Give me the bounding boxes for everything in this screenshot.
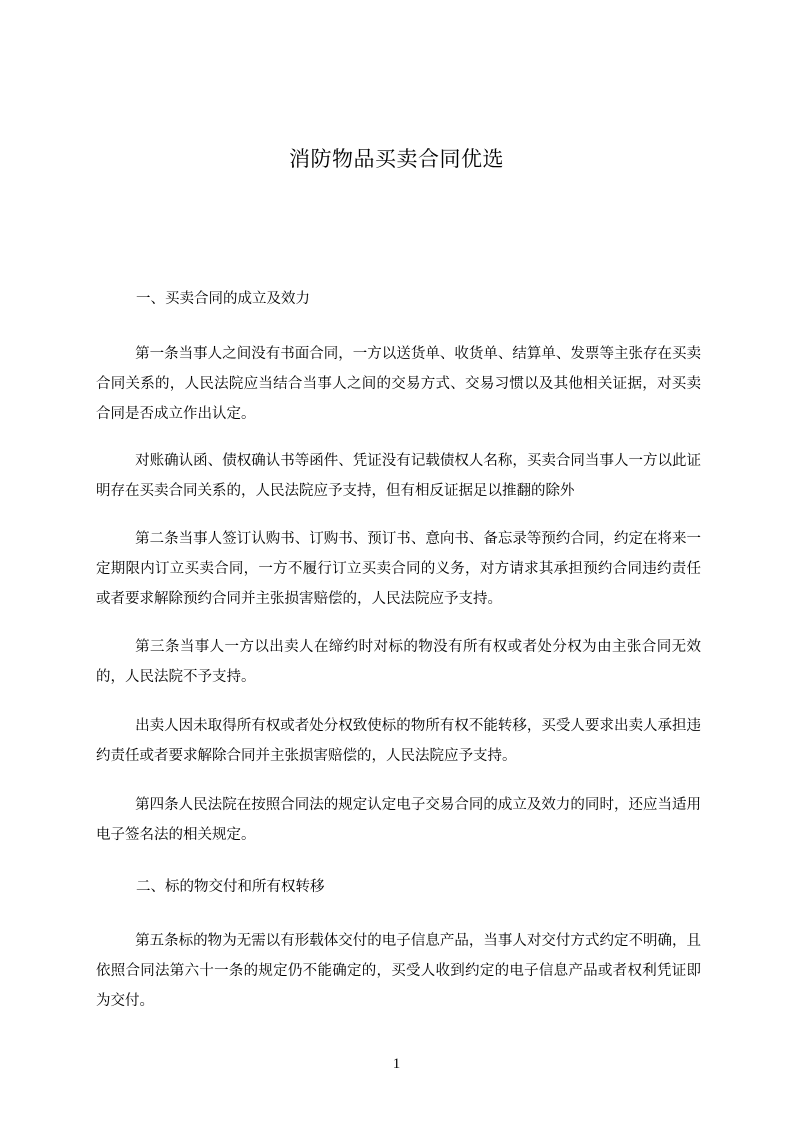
paragraph-article-1: 第一条当事人之间没有书面合同，一方以送货单、收货单、结算单、发票等主张存在买卖合同关系的，人民法院应当结合当事人之间的交易方式、交易习惯以及其他相关证据，对买卖合同是否成立作出认定。 [96,346,701,422]
paragraph-article-2: 第二条当事人签订认购书、订购书、预订书、意向书、备忘录等预约合同，约定在将来一定期限内订立买卖合同，一方不履行订立买卖合同的义务，对方请求其承担预约合同违约责任或者要求解除预约合同并主张损害赔偿的，人民法院应予支持。 [96,531,701,607]
paragraph-account-confirmation: 对账确认函、债权确认书等函件、凭证没有记载债权人名称，买卖合同当事人一方以此证明存在买卖合同关系的，人民法院应予支持，但有相反证据足以推翻的除外 [96,453,701,499]
section-heading-2: 二、标的物交付和所有权转移 [136,879,325,895]
paragraph-article-5: 第五条标的物为无需以有形载体交付的电子信息产品，当事人对交付方式约定不明确，且依照合同法第六十一条的规定仍不能确定的，买受人收到约定的电子信息产品或者权利凭证即为交付。 [96,933,701,1009]
page-number: 1 [392,1056,401,1072]
section-heading-1: 一、买卖合同的成立及效力 [136,291,310,307]
paragraph-seller-liability: 出卖人因未取得所有权或者处分权致使标的物所有权不能转移，买受人要求出卖人承担违约责任或者要求解除合同并主张损害赔偿的，人民法院应予支持。 [96,718,701,764]
paragraph-article-3: 第三条当事人一方以出卖人在缔约时对标的物没有所有权或者处分权为由主张合同无效的，人民法院不予支持。 [96,639,701,685]
document-title: 消防物品买卖合同优选 [289,147,504,171]
paragraph-article-4: 第四条人民法院在按照合同法的规定认定电子交易合同的成立及效力的同时，还应当适用电子签名法的相关规定。 [96,797,701,843]
